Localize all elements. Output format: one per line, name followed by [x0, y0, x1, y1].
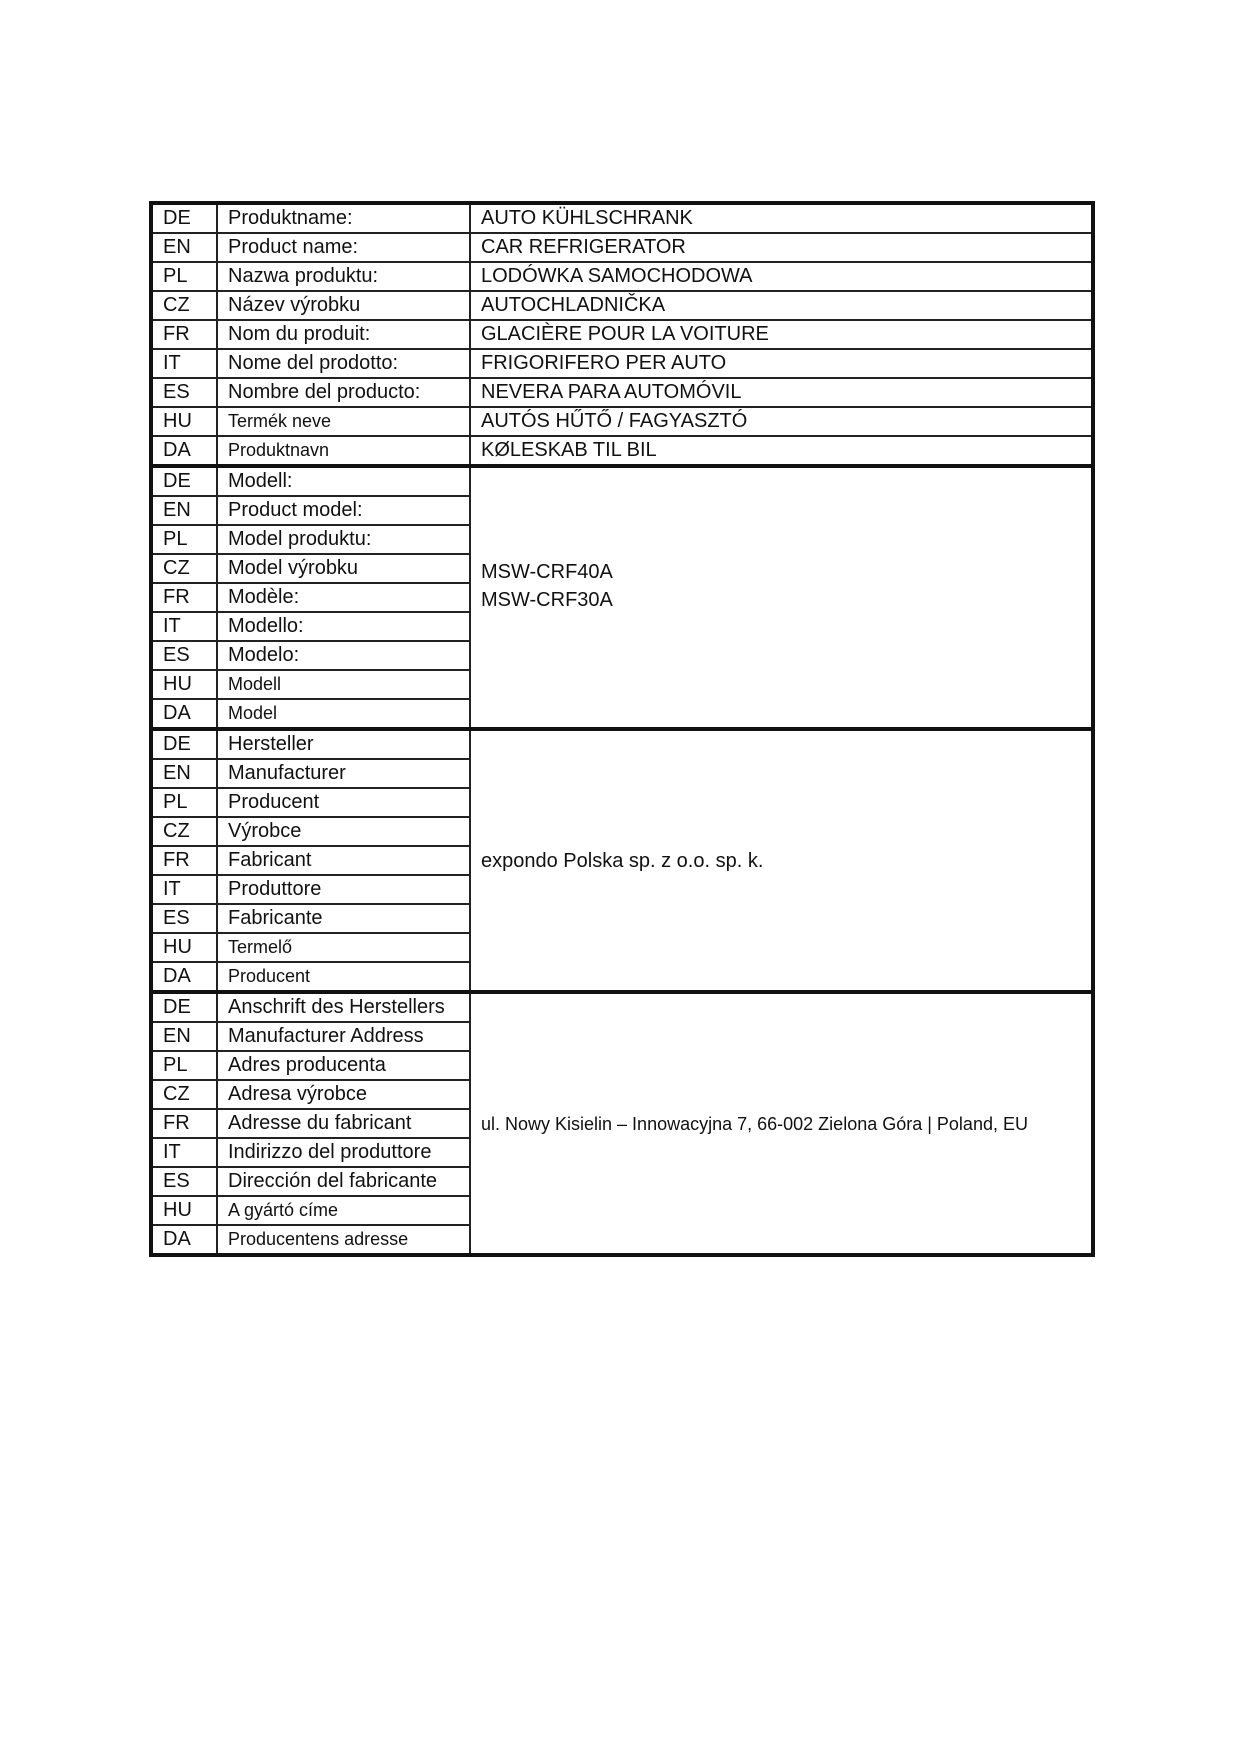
- field-label: Manufacturer: [217, 759, 470, 788]
- table-row: [151, 407, 1093, 436]
- section-product-name: [151, 203, 1093, 466]
- lang-code: FR: [151, 1109, 217, 1138]
- field-label: Fabricante: [217, 904, 470, 933]
- lang-code: DE: [151, 729, 217, 759]
- lang-code: IT: [151, 349, 217, 378]
- lang-code: DA: [151, 699, 217, 729]
- lang-code: EN: [151, 496, 217, 525]
- lang-code: CZ: [151, 817, 217, 846]
- lang-code: EN: [151, 1022, 217, 1051]
- section-manufacturer: [151, 729, 1093, 992]
- lang-code: DE: [151, 203, 217, 233]
- field-label: Manufacturer Address: [217, 1022, 470, 1051]
- field-value: CAR REFRIGERATOR: [470, 233, 1093, 262]
- field-label: Modelo:: [217, 641, 470, 670]
- lang-code: EN: [151, 759, 217, 788]
- table-row: [151, 378, 1093, 407]
- field-value: FRIGORIFERO PER AUTO: [470, 349, 1093, 378]
- field-label: Adresa výrobce: [217, 1080, 470, 1109]
- field-label: Indirizzo del produttore: [217, 1138, 470, 1167]
- table-row: [151, 233, 1093, 262]
- lang-code: IT: [151, 1138, 217, 1167]
- section-address: [151, 992, 1093, 1255]
- lang-code: IT: [151, 612, 217, 641]
- lang-code: PL: [151, 1051, 217, 1080]
- field-label: Nom du produit:: [217, 320, 470, 349]
- section-model: [151, 466, 1093, 729]
- lang-code: DA: [151, 962, 217, 992]
- lang-code: EN: [151, 233, 217, 262]
- lang-code: HU: [151, 407, 217, 436]
- field-value: GLACIÈRE POUR LA VOITURE: [470, 320, 1093, 349]
- field-label: A gyártó címe: [217, 1196, 470, 1225]
- model-value-cell: [470, 466, 1093, 729]
- lang-code: PL: [151, 788, 217, 817]
- field-label: Product model:: [217, 496, 470, 525]
- lang-code: FR: [151, 583, 217, 612]
- table-row: [151, 349, 1093, 378]
- lang-code: ES: [151, 378, 217, 407]
- field-label: Název výrobku: [217, 291, 470, 320]
- lang-code: CZ: [151, 1080, 217, 1109]
- field-label: Nazwa produktu:: [217, 262, 470, 291]
- lang-code: DE: [151, 992, 217, 1022]
- lang-code: DA: [151, 436, 217, 466]
- field-value: AUTÓS HŰTŐ / FAGYASZTÓ: [470, 407, 1093, 436]
- field-label: Hersteller: [217, 729, 470, 759]
- field-label: Producentens adresse: [217, 1225, 470, 1255]
- field-label: Nombre del producto:: [217, 378, 470, 407]
- lang-code: HU: [151, 933, 217, 962]
- field-value: KØLESKAB TIL BIL: [470, 436, 1093, 466]
- field-label: Modell:: [217, 466, 470, 496]
- lang-code: DE: [151, 466, 217, 496]
- lang-code: ES: [151, 904, 217, 933]
- field-label: Modello:: [217, 612, 470, 641]
- field-label: Model: [217, 699, 470, 729]
- field-value: AUTOCHLADNIČKA: [470, 291, 1093, 320]
- field-label: Termelő: [217, 933, 470, 962]
- manufacturer-value: expondo Polska sp. z o.o. sp. k.: [470, 729, 1093, 992]
- table-row: [151, 729, 1093, 759]
- lang-code: ES: [151, 641, 217, 670]
- table-row: [151, 291, 1093, 320]
- field-label: Product name:: [217, 233, 470, 262]
- field-label: Produktname:: [217, 203, 470, 233]
- field-label: Producent: [217, 962, 470, 992]
- field-label: Produttore: [217, 875, 470, 904]
- field-value: LODÓWKA SAMOCHODOWA: [470, 262, 1093, 291]
- table-row: [151, 992, 1093, 1022]
- field-label: Model výrobku: [217, 554, 470, 583]
- lang-code: CZ: [151, 554, 217, 583]
- product-info-table: [149, 201, 1095, 1257]
- table-row: [151, 262, 1093, 291]
- table-row: [151, 203, 1093, 233]
- field-label: Modell: [217, 670, 470, 699]
- field-label: Anschrift des Herstellers: [217, 992, 470, 1022]
- field-value: NEVERA PARA AUTOMÓVIL: [470, 378, 1093, 407]
- field-label: Dirección del fabricante: [217, 1167, 470, 1196]
- lang-code: IT: [151, 875, 217, 904]
- model-number: MSW-CRF30A: [481, 589, 613, 611]
- table-row: [151, 436, 1093, 466]
- lang-code: HU: [151, 1196, 217, 1225]
- field-label: Adres producenta: [217, 1051, 470, 1080]
- table-row: [151, 320, 1093, 349]
- field-label: Modèle:: [217, 583, 470, 612]
- address-value: ul. Nowy Kisielin – Innowacyjna 7, 66-002 Zielona Góra | Poland, EU: [470, 992, 1093, 1255]
- field-label: Producent: [217, 788, 470, 817]
- lang-code: PL: [151, 262, 217, 291]
- field-label: Produktnavn: [217, 436, 470, 466]
- lang-code: PL: [151, 525, 217, 554]
- field-label: Nome del prodotto:: [217, 349, 470, 378]
- lang-code: HU: [151, 670, 217, 699]
- field-label: Adresse du fabricant: [217, 1109, 470, 1138]
- field-label: Výrobce: [217, 817, 470, 846]
- field-label: Model produktu:: [217, 525, 470, 554]
- lang-code: ES: [151, 1167, 217, 1196]
- field-label: Fabricant: [217, 846, 470, 875]
- field-label: Termék neve: [217, 407, 470, 436]
- lang-code: FR: [151, 320, 217, 349]
- table-row: [151, 466, 1093, 496]
- lang-code: CZ: [151, 291, 217, 320]
- lang-code: FR: [151, 846, 217, 875]
- lang-code: DA: [151, 1225, 217, 1255]
- model-number: MSW-CRF40A: [481, 561, 613, 583]
- field-value: AUTO KÜHLSCHRANK: [470, 203, 1093, 233]
